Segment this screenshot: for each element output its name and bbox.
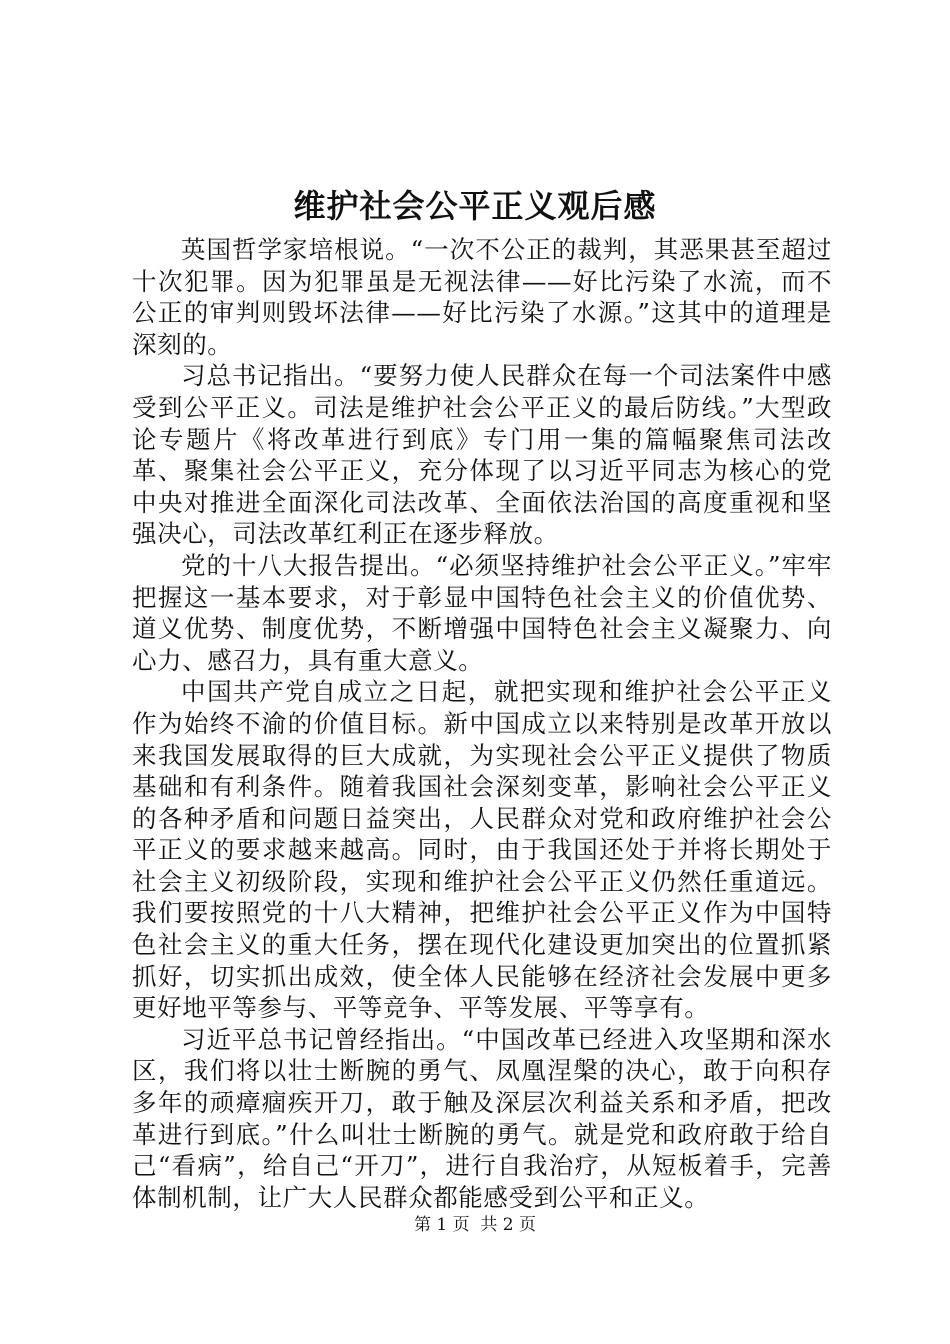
paragraph: 习总书记指出。“要努力使人民群众在每一个司法案件中感受到公平正义。司法是维护社会公平正义的最后防线。”大型政论专题片《将改革进行到底》专门用一集的篇幅聚焦司法改革、聚集社会公平正义，充分体现了以习近平同志为核心的党中央对推进全面深化司法改革、全面依法治国的高度重视和坚强决心，司法改革红利正在逐步释放。 (132, 361, 832, 549)
paragraph: 党的十八大报告提出。“必须坚持维护社会公平正义。”牢牢把握这一基本要求，对于彰显中国特色社会主义的价值优势、道义优势、制度优势，不断增强中国特色社会主义凝聚力、向心力、感召力，具有重大意义。 (132, 550, 832, 675)
paragraph: 英国哲学家培根说。“一次不公正的裁判，其恶果甚至超过十次犯罪。因为犯罪虽是无视法律——好比污染了水流，而不公正的审判则毁坏法律——好比污染了水源。”这其中的道理是深刻的。 (132, 235, 832, 359)
page-number-footer: 第 1 页 共 2 页 (413, 1215, 537, 1235)
paragraph: 习近平总书记曾经指出。“中国改革已经进入攻坚期和深水区，我们将以壮士断腕的勇气、凤凰涅槃的决心，敢于向积存多年的顽瘴痼疾开刀，敢于触及深层次利益关系和矛盾，把改革进行到底。”什么叫壮士断腕的勇气。就是党和政府敢于给自己“看病”，给自己“开刀”，进行自我治疗，从短板着手，完善体制机制，让广大人民群众都能感受到公平和正义。 (132, 1024, 832, 1212)
document-body (132, 234, 832, 1213)
paragraph: 中国共产党自成立之日起，就把实现和维护社会公平正义作为始终不渝的价值目标。新中国成立以来特别是改革开放以来我国发展取得的巨大成就，为实现社会公平正义提供了物质基础和有利条件。随着我国社会深刻变革，影响社会公平正义的各种矛盾和问题日益突出，人民群众对党和政府维护社会公平正义的要求越来越高。同时，由于我国还处于并将长期处于社会主义初级阶段，实现和维护社会公平正义仍然任重道远。我们要按照党的十八大精神，把维护社会公平正义作为中国特色社会主义的重大任务，摆在现代化建设更加突出的位置抓紧抓好，切实抓出成效，使全体人民能够在经济社会发展中更多更好地平等参与、平等竞争、平等发展、平等享有。 (132, 677, 832, 1023)
document-title: 维护社会公平正义观后感 (293, 187, 657, 225)
